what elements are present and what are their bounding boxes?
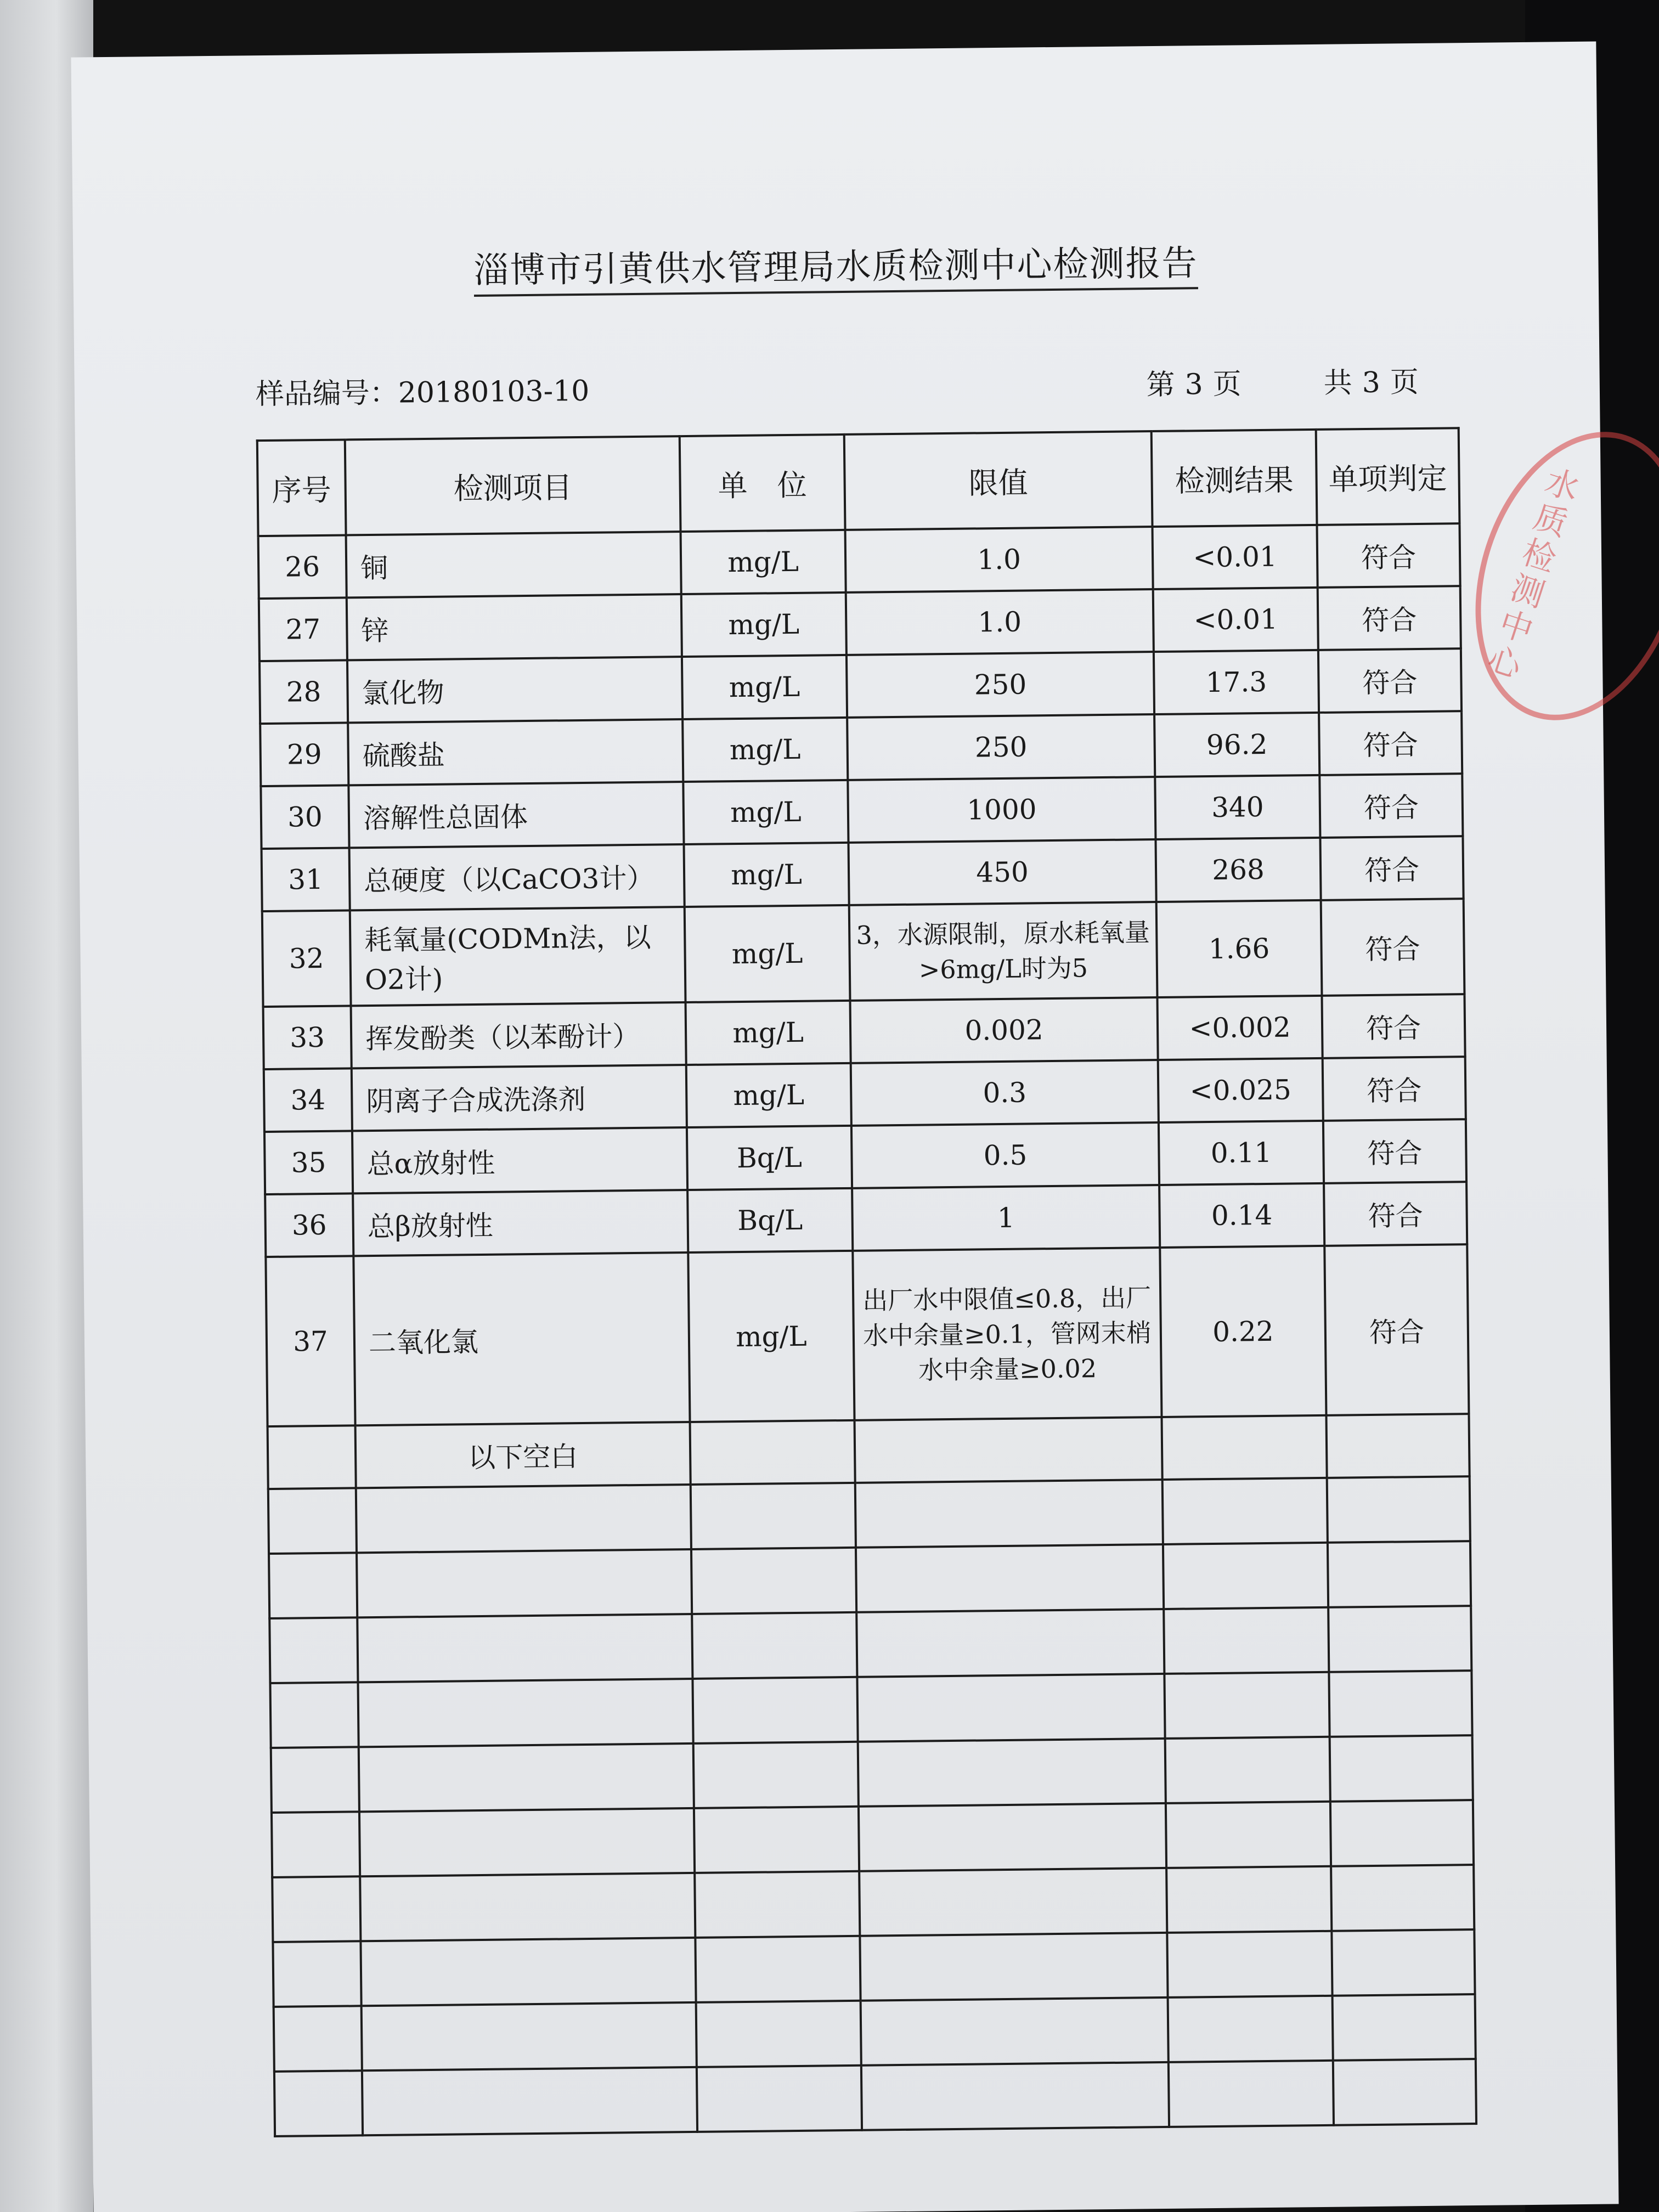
report-title [73,231,1599,297]
row-no: 35 [264,1131,353,1194]
current-page [1146,360,1242,403]
header-item: 检测项目 [345,436,681,535]
table-header-row [257,428,1460,536]
row-unit: mg/L [681,592,847,657]
row-limit: 250 [847,714,1155,780]
table-row [266,1244,1469,1426]
row-result: 0.14 [1159,1183,1324,1248]
row-no: 26 [258,535,347,599]
row-verdict: 符合 [1318,648,1462,713]
row-no: 34 [264,1068,352,1132]
row-no: 28 [259,660,348,724]
row-result: 0.22 [1160,1246,1326,1417]
header-result: 检测结果 [1152,430,1317,527]
row-item: 氯化物 [347,657,682,723]
blank-row [268,1476,1470,1554]
row-unit: mg/L [686,1001,851,1065]
row-unit: Bq/L [687,1188,853,1252]
table-row [258,523,1460,599]
table-row [264,1119,1466,1194]
blank-cell [1161,1415,1327,1480]
row-unit: mg/L [686,1063,851,1127]
row-limit: 0.5 [851,1122,1159,1188]
row-unit: Bq/L [687,1126,852,1190]
row-verdict: 符合 [1320,836,1463,900]
blank-cell [1326,1414,1469,1478]
sample-number: 样品编号：20180103-10 [255,374,590,411]
row-result: 1.66 [1156,900,1322,997]
row-result: <0.002 [1157,996,1322,1060]
blank-row [269,1606,1471,1683]
row-result: <0.01 [1153,588,1318,652]
blank-cell [268,1425,356,1489]
blank-cell [855,1417,1163,1483]
row-verdict: 符合 [1322,994,1465,1058]
blank-cell [690,1420,855,1485]
page-indicator [1146,359,1419,403]
total-pages-suffix: 页 [1390,365,1419,399]
row-item: 锌 [347,594,682,660]
table-row [259,648,1462,724]
row-verdict: 符合 [1324,1182,1467,1246]
row-result: 268 [1155,838,1321,902]
row-unit: mg/L [688,1251,854,1422]
report-meta [255,359,1419,412]
row-unit: mg/L [681,530,846,594]
row-item: 溶解性总固体 [348,782,684,848]
table-row [265,1182,1467,1257]
results-table [256,427,1477,2137]
blank-row [272,1865,1474,1942]
blank-row [274,1994,1476,2072]
row-verdict: 符合 [1319,774,1463,838]
seal-text: 水质检测中心 [1477,461,1584,686]
row-result: <0.01 [1153,525,1318,589]
row-limit: 1 [852,1185,1160,1251]
header-limit: 限值 [844,431,1153,530]
row-limit: 1000 [848,777,1155,843]
row-item: 硫酸盐 [348,719,683,785]
table-row [261,774,1463,849]
row-verdict: 符合 [1319,711,1462,775]
total-pages-number: 3 [1362,366,1381,400]
row-verdict: 符合 [1323,1057,1466,1121]
row-limit: 250 [847,652,1154,718]
header-no: 序号 [257,439,346,536]
row-limit: 450 [849,839,1156,905]
row-item: 阴离子合成洗涤剂 [352,1065,687,1131]
row-verdict: 符合 [1317,523,1460,588]
row-item: 总α放射性 [352,1127,687,1193]
blank-row [270,1671,1472,1748]
row-no: 31 [262,848,350,911]
row-unit: mg/L [683,780,848,844]
table-row [263,994,1465,1069]
row-result: 96.2 [1154,713,1319,777]
row-limit: 1.0 [846,589,1154,655]
table-row [262,836,1464,911]
blank-row [274,2059,1476,2136]
table-row [259,586,1461,661]
row-result: 340 [1155,775,1320,839]
blank-row [269,1541,1471,1618]
row-limit: 0.3 [851,1060,1159,1126]
row-no: 30 [261,785,349,849]
row-no: 27 [259,597,347,661]
blank-row [271,1735,1473,1813]
report-title-text: 淄博市引黄供水管理局水质检测中心检测报告 [473,243,1198,297]
report-page [71,42,1618,2212]
row-limit: 出厂水中限值≤0.8，出厂水中余量≥0.1，管网末梢水中余量≥0.02 [853,1248,1161,1420]
row-result: 0.11 [1159,1121,1324,1185]
row-verdict: 符合 [1323,1119,1466,1183]
row-unit: mg/L [682,718,848,782]
current-page-prefix: 第 [1146,368,1175,402]
current-page-suffix: 页 [1212,368,1242,401]
total-pages-prefix: 共 [1323,366,1352,400]
row-result: 17.3 [1154,650,1319,714]
row-no: 36 [265,1193,353,1257]
row-item: 总β放射性 [353,1190,688,1256]
header-unit: 单 位 [680,435,845,532]
row-limit: 1.0 [845,527,1153,592]
row-verdict: 符合 [1324,1244,1469,1415]
row-verdict: 符合 [1321,899,1465,996]
row-limit: 3，水源限制，原水耗氧量>6mg/L时为5 [849,902,1158,1001]
row-unit: mg/L [685,905,850,1002]
row-unit: mg/L [682,655,847,719]
header-verdict: 单项判定 [1316,428,1460,525]
total-pages [1323,359,1419,401]
row-no: 37 [266,1256,355,1426]
table-row [264,1057,1466,1132]
row-limit: 0.002 [850,997,1158,1063]
row-verdict: 符合 [1318,586,1461,650]
row-item: 挥发酚类（以苯酚计） [351,1002,686,1068]
row-no: 33 [263,1006,352,1069]
row-no: 32 [262,910,351,1007]
row-unit: mg/L [684,843,849,907]
blank-row [272,1800,1474,1877]
row-item: 二氧化氯 [353,1252,690,1425]
current-page-number: 3 [1184,368,1203,402]
table-row [262,899,1465,1007]
blank-note-row [268,1414,1470,1489]
row-result: <0.025 [1158,1058,1323,1122]
row-item: 总硬度（以CaCO3计） [349,844,685,910]
blank-note: 以下空白 [356,1422,691,1488]
table-row [260,711,1462,786]
row-no: 29 [260,723,348,786]
row-item: 耗氧量(CODMn法，以O2计) [350,907,686,1006]
blank-row [273,1929,1475,2007]
row-item: 铜 [346,532,681,597]
